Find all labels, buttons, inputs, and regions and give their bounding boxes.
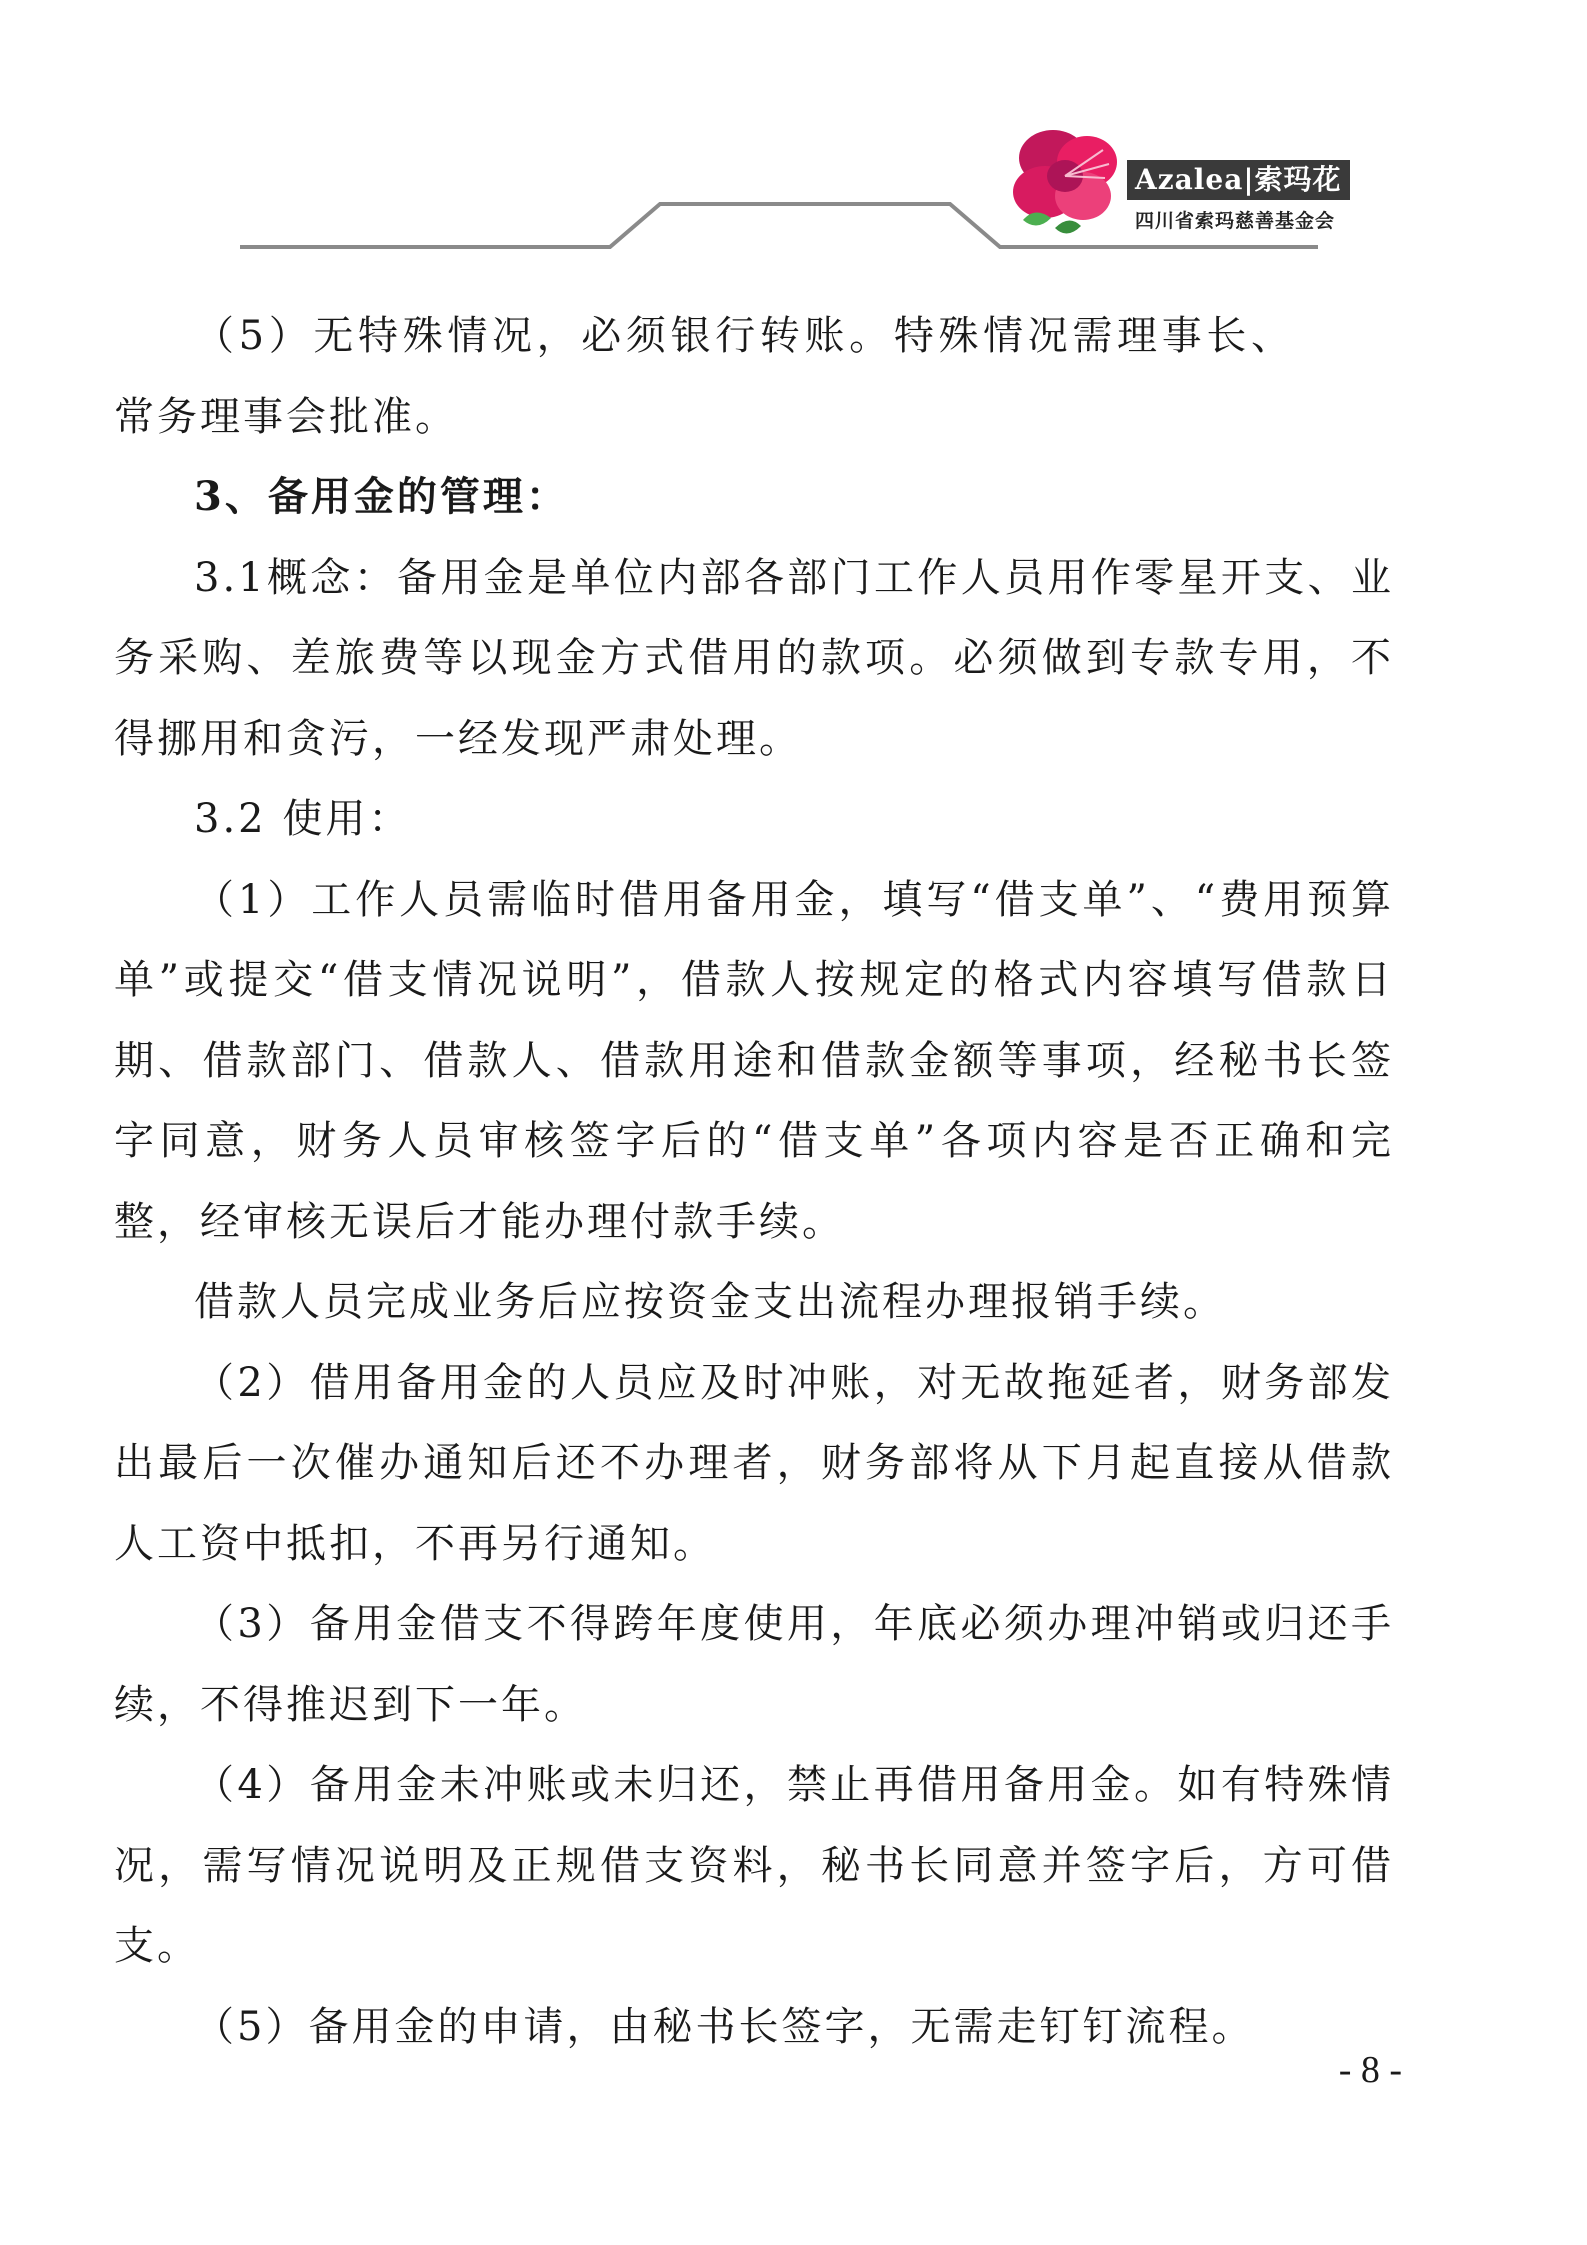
- paragraph: 借款人员完成业务后应按资金支出流程办理报销手续。: [194, 1279, 1226, 1325]
- header-rule: [0, 0, 1587, 260]
- paragraph: （5）备用金的申请，由秘书长签字，无需走钉钉流程。: [194, 2003, 1255, 2050]
- paragraph: 3.1概念：备用金是单位内部各部门工作人员用作零星开支、业务采购、差旅费等以现金方式借用的款项。必须做到专款专用，不得挪用和贪污，一经发现严肃处理。: [114, 554, 1394, 762]
- azalea-flower-icon: [1005, 120, 1135, 245]
- section-heading: 3、备用金的管理：: [194, 473, 569, 520]
- page-number: - 8 -: [1338, 2049, 1402, 2091]
- document-body: [114, 296, 1394, 2067]
- paragraph: （1）工作人员需临时借用备用金，填写“借支单”、“费用预算单”或提交“借支情况说明”，借款人按规定的格式内容填写借款日期、借款部门、借款人、借款用途和借款金额等事项，经秘书长签字同意，财务人员审核签字后的“借支单”各项内容是否正确和完整，经审核无误后才能办理付款手续。: [114, 876, 1394, 1245]
- paragraph: （4）备用金未冲账或未归还，禁止再借用备用金。如有特殊情况，需写情况说明及正规借支资料，秘书长同意并签字后，方可借支。: [114, 1762, 1394, 1969]
- paragraph: （3）备用金借支不得跨年度使用，年底必须办理冲销或归还手续，不得推迟到下一年。: [114, 1601, 1394, 1728]
- logo-brand-text: Azalea|索玛花: [1127, 160, 1350, 200]
- logo-organization-name: 四川省索玛慈善基金会: [1135, 210, 1336, 232]
- paragraph: （5）无特殊情况，必须银行转账。特殊情况需理事长、常务理事会批准。: [114, 313, 1294, 440]
- subsection-heading: 3.2 使用：: [194, 796, 412, 842]
- paragraph: （2）借用备用金的人员应及时冲账，对无故拖延者，财务部发出最后一次催办通知后还不办理者，财务部将从下月起直接从借款人工资中抵扣，不再另行通知。: [114, 1359, 1394, 1567]
- foundation-logo: [1005, 120, 1342, 245]
